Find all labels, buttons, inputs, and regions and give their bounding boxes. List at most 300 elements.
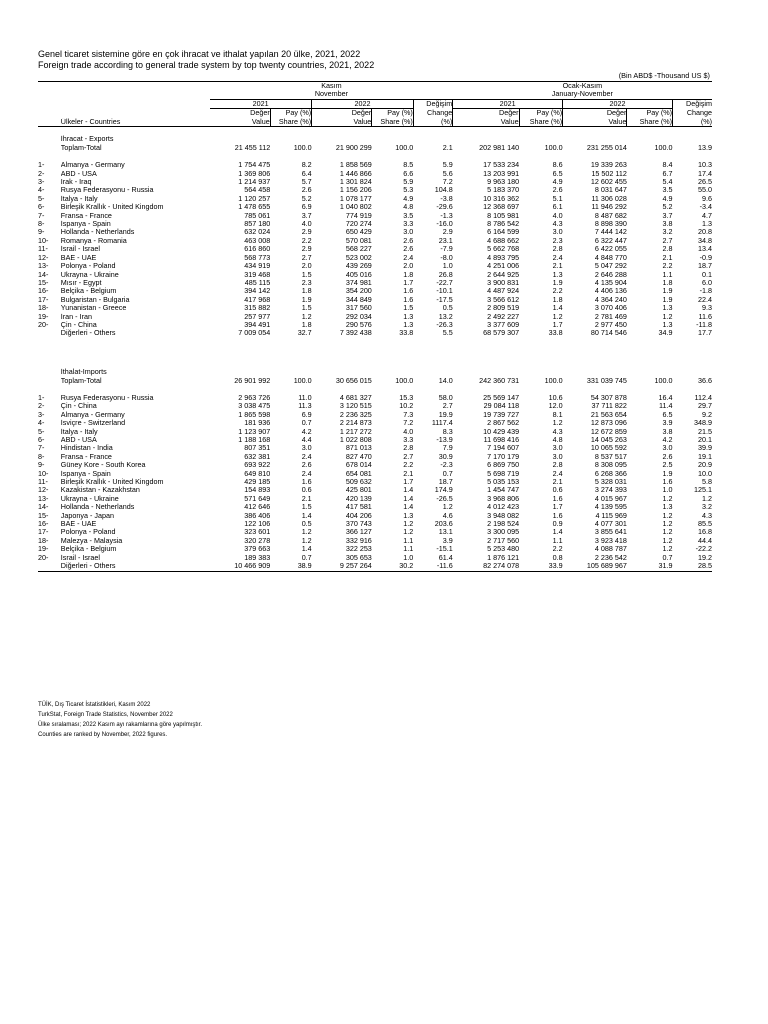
country-cell: Malezya - Malaysia [60,536,123,545]
empty-cell [627,135,673,143]
value-cell: 4.8 [552,436,563,444]
value-cell: 2 198 524 [487,520,520,529]
value-cell: 417 581 [345,503,372,512]
value-cell: 5.9 [403,178,414,187]
table-row [38,237,712,245]
value-cell: 386 406 [244,511,271,520]
value-cell: 16.8 [698,528,712,537]
value-cell: 370 743 [345,520,372,529]
value-cell: 16.4 [658,393,673,402]
value-cell: 7.9 [442,444,453,453]
value-cell: 1.8 [552,295,563,304]
total-row [38,377,712,385]
value-cell: 8 308 095 [594,461,627,470]
rank-cell: 12- [38,486,49,495]
header-share-en: Share (%) [270,118,311,127]
table-header [38,82,712,127]
value-cell: 0.7 [301,553,312,562]
value-cell: 5 183 370 [487,186,520,195]
header-period-ytd-en: January-November [453,90,712,99]
value-cell: 6 164 599 [487,228,520,237]
rank-cell: 4- [38,419,45,428]
value-cell: 12 672 859 [590,427,627,436]
value-cell: 570 081 [345,236,372,245]
section-label-row [38,135,712,143]
table-row [38,279,712,287]
country-cell: Romanya - Romania [60,236,127,245]
table-row [38,195,712,203]
value-cell: 571 649 [244,494,271,503]
value-cell: 568 227 [345,245,372,254]
value-cell: 1.9 [662,295,673,304]
value-cell: 394 491 [244,320,271,329]
value-cell: 10.2 [399,402,414,411]
value-cell: 112.4 [694,393,712,402]
value-cell: 564 458 [244,186,271,195]
value-cell: 3 274 393 [594,486,627,495]
value-cell: 1.2 [662,536,673,545]
value-cell: 8 105 981 [487,211,520,220]
value-cell: 2 644 925 [487,270,520,279]
value-cell: 4.7 [702,211,712,220]
value-cell: 2.2 [301,236,312,245]
value-cell: 1.4 [552,528,563,537]
value-cell: 785 061 [244,211,271,220]
value-cell: 2 214 873 [339,419,372,428]
value-cell: 1.3 [702,220,712,229]
table-row [38,178,712,186]
country-cell: Mısır - Egypt [60,278,102,287]
value-cell: 4.3 [702,511,712,520]
value-cell: 3 120 515 [339,402,372,411]
value-cell: 1.7 [552,503,563,512]
value-cell: 3 300 095 [487,528,520,537]
value-cell: 3 070 406 [594,304,627,313]
value-cell: 54 307 878 [590,393,627,402]
value-cell: 10.3 [698,161,712,170]
value-cell: 33.8 [548,329,563,338]
value-cell: 154 893 [244,486,271,495]
value-cell: 20.9 [698,461,712,470]
value-cell: 1 123 907 [238,427,271,436]
value-cell: 5.2 [301,194,312,203]
value-cell: 2.6 [403,245,414,254]
rank-cell: 7- [38,444,45,453]
value-cell: 13.2 [438,312,453,321]
value-cell: 2 492 227 [487,312,520,321]
value-cell: 3.2 [662,228,673,237]
value-cell: 100.0 [293,376,312,385]
value-cell: 29 084 118 [483,402,520,411]
value-cell: 8.2 [301,161,312,170]
value-cell: 4 251 006 [487,262,520,271]
value-cell: 3.0 [552,444,563,453]
country-cell: İsrail - Israel [60,553,100,562]
value-cell: 317 560 [345,304,372,313]
rank-cell: 3- [38,410,45,419]
value-cell: 1.1 [662,270,673,279]
value-cell: -11.6 [436,562,453,571]
rank-cell: 18- [38,304,49,313]
country-cell: Fransa - France [60,452,112,461]
value-cell: 2.8 [552,245,563,254]
value-cell: 1.4 [403,486,414,495]
empty-cell [673,368,713,376]
value-cell: 26 901 992 [234,376,271,385]
value-cell: 100.0 [654,143,673,152]
value-cell: 4.9 [403,194,414,203]
value-cell: 1 120 257 [238,194,271,203]
value-cell: 6.9 [301,203,312,212]
value-cell: 33.9 [548,562,563,571]
value-cell: 2.3 [301,278,312,287]
value-cell: 5.3 [403,186,414,195]
value-cell: 1.4 [403,503,414,512]
value-cell: 104.8 [434,186,453,195]
value-cell: 257 977 [244,312,271,321]
value-cell: 1.2 [662,511,673,520]
value-cell: 0.9 [552,520,563,529]
value-cell: 4 115 969 [595,511,627,520]
value-cell: 6 268 366 [594,469,627,478]
value-cell: 394 142 [244,287,271,296]
value-cell: 807 351 [244,444,271,453]
value-cell: 0.6 [301,486,312,495]
table-body [38,127,712,571]
country-cell: Yunanistan - Greece [60,304,127,313]
value-cell: 85.5 [698,520,712,529]
value-cell: 323 601 [244,528,271,537]
value-cell: 4.9 [662,194,673,203]
country-cell: Çin - China [60,402,97,411]
value-cell: 13 203 991 [483,169,520,178]
rank-cell [38,135,61,143]
value-cell: 18.7 [698,262,712,271]
value-cell: 6.1 [552,203,563,212]
country-cell: İran - Iran [60,312,92,321]
value-cell: 19 739 727 [483,410,520,419]
country-cell: İsviçre - Switzerland [60,419,126,428]
value-cell: 429 185 [244,478,271,487]
value-cell: 4.0 [403,427,414,436]
value-cell: 4.2 [662,436,673,444]
rank-cell: 13- [38,262,49,271]
value-cell: 1.0 [403,553,414,562]
empty-cell [270,135,311,143]
country-cell: Hollanda - Netherlands [60,228,135,237]
value-cell: 21 900 299 [335,143,372,152]
header-share: Pay (%) [270,109,311,118]
rank-cell: 15- [38,278,49,287]
value-cell: 100.0 [544,143,563,152]
value-cell: 4 688 662 [487,236,520,245]
value-cell: 12.0 [548,402,563,411]
value-cell: 11 698 416 [483,436,520,444]
value-cell: 4.2 [301,427,312,436]
value-cell: 1.2 [301,536,312,545]
value-cell: 417 968 [244,295,271,304]
value-cell: 6 322 447 [594,236,627,245]
value-cell: 1.1 [403,536,414,545]
value-cell: 17.7 [698,329,712,338]
spacer-row [38,385,712,394]
value-cell: 11.0 [298,393,312,402]
value-cell: 2.8 [552,461,563,470]
empty-cell [563,368,627,376]
value-cell: 2.0 [403,262,414,271]
empty-cell [413,135,452,143]
value-cell: 3 948 082 [487,511,520,520]
footnote: TÜİK, Dış Ticaret İstatistikleri, Kasım 2022 [38,702,151,708]
empty-cell [519,135,563,143]
value-cell: 1 454 747 [487,486,520,495]
value-cell: 7.2 [403,419,414,428]
value-cell: 5.8 [702,478,712,487]
value-cell: 344 849 [345,295,372,304]
value-cell: 1.6 [403,295,414,304]
table-row [38,394,712,402]
header-value-tr: Değer [563,109,627,118]
value-cell: 774 919 [345,211,372,220]
value-cell: 11.4 [659,402,673,411]
value-cell: -0.9 [699,253,712,262]
value-cell: 8.6 [552,161,563,170]
rank-cell: 20- [38,553,49,562]
value-cell: 30.9 [438,452,453,461]
value-cell: 7 170 179 [487,452,520,461]
value-cell: 100.0 [544,376,563,385]
value-cell: 14 045 263 [590,436,627,444]
country-cell: İspanya - Spain [60,469,111,478]
value-cell: 4.3 [552,220,563,229]
value-cell: 2.8 [662,245,673,254]
value-cell: 2 809 519 [487,304,520,313]
value-cell: 2.1 [552,478,563,487]
table-row [38,287,712,295]
value-cell: 0.7 [301,419,312,428]
value-cell: 8 537 517 [594,452,627,461]
value-cell: 1.2 [702,494,712,503]
value-cell: 305 653 [345,553,372,562]
header-share: Pay (%) [519,109,563,118]
rank-cell: 17- [38,528,49,537]
value-cell: 5 328 031 [594,478,627,487]
country-cell: Toplam-Total [60,143,102,152]
value-cell: 1.8 [662,278,673,287]
value-cell: 616 860 [244,245,271,254]
value-cell: 2.4 [301,469,312,478]
value-cell: 29.7 [698,402,712,411]
value-cell: 9.6 [702,194,712,203]
value-cell: 61.4 [438,553,453,562]
rank-cell: 19- [38,545,49,554]
value-cell: 2.7 [662,236,673,245]
rank-cell: 11- [38,478,48,487]
value-cell: 1.6 [552,511,563,520]
value-cell: 7 009 054 [238,329,271,338]
value-cell: 1.4 [403,494,414,503]
country-cell: Almanya - Germany [60,410,125,419]
value-cell: 100.0 [395,376,414,385]
value-cell: 25 569 147 [483,393,520,402]
value-cell: 1.1 [552,536,563,545]
value-cell: 3.3 [403,436,414,444]
empty-cell [372,135,413,143]
value-cell: 4.8 [403,203,414,212]
table-row [38,453,712,461]
value-cell: 4 848 770 [594,253,627,262]
value-cell: 292 034 [345,312,372,321]
value-cell: 44.4 [698,536,712,545]
country-cell: Belçika - Belgium [60,545,117,554]
value-cell: 1 078 177 [339,194,372,203]
value-cell: 425 801 [345,486,372,495]
country-cell: Birleşik Krallık - United Kingdom [60,478,164,487]
value-cell: 1 022 808 [339,436,372,444]
table-row [38,495,712,503]
empty-cell [270,368,311,376]
value-cell: 22.4 [698,295,712,304]
value-cell: 320 278 [244,536,271,545]
value-cell: 6.5 [662,410,673,419]
title-turkish: Genel ticaret sistemine göre en çok ihracat ve ithalat yapılan 20 ülke, 2021, 2022 [38,49,361,59]
value-cell: 4 406 136 [594,287,627,296]
value-cell: 4 012 423 [487,503,520,512]
header-value-en: Value [251,117,270,126]
rank-cell: 1- [38,161,45,170]
country-cell: Irak - Iraq [60,178,92,187]
value-cell: 2 236 542 [594,553,627,562]
value-cell: 693 922 [244,461,271,470]
value-cell: 19 339 263 [590,161,627,170]
value-cell: 6.4 [301,169,312,178]
header-period-november-en: November [210,90,453,99]
table-row [38,411,712,419]
table-row [38,304,712,312]
value-cell: 2 781 469 [594,312,627,321]
value-cell: 2.4 [552,253,563,262]
table-row [38,296,712,304]
rank-cell: 10- [38,469,49,478]
value-cell: 26.5 [698,178,712,187]
country-cell: Almanya - Germany [60,161,125,170]
rank-cell: 18- [38,536,49,545]
country-cell: Ukrayna - Ukraine [60,270,119,279]
spacer-row [38,152,712,161]
value-cell: 412 646 [244,503,271,512]
value-cell: 3.8 [662,220,673,229]
value-cell: 80 714 546 [590,329,627,338]
value-cell: -22.2 [695,545,712,554]
table-row [38,228,712,236]
value-cell: 7.3 [403,410,414,419]
value-cell: 55.0 [698,186,712,195]
value-cell: 36.6 [698,376,712,385]
value-cell: 1.6 [403,287,414,296]
value-cell: 1.6 [662,478,673,487]
value-cell: 1 478 655 [238,203,271,212]
value-cell: 1.2 [662,520,673,529]
header-period-ytd-tr: Ocak-Kasım [562,81,603,90]
value-cell: 3.2 [702,503,712,512]
value-cell: 34.8 [698,236,712,245]
table-row [38,170,712,178]
country-cell: ABD - USA [60,169,97,178]
value-cell: 632 381 [244,452,271,461]
value-cell: 1 446 866 [339,169,372,178]
rank-cell: 20- [38,320,49,329]
value-cell: 11.6 [698,312,712,321]
value-cell: 8.3 [442,427,453,436]
value-cell: 2.7 [301,253,312,262]
country-cell: İspanya - Spain [60,220,111,229]
rank-cell: 6- [38,436,45,444]
value-cell: 122 106 [244,520,271,529]
value-cell: 2.1 [442,143,453,152]
value-cell: 2.6 [301,186,312,195]
value-cell: -10.1 [436,287,453,296]
empty-cell [210,135,270,143]
value-cell: 203.6 [434,520,453,529]
value-cell: 0.5 [301,520,312,529]
rank-cell: 8- [38,452,45,461]
value-cell: 1.5 [403,304,414,313]
value-cell: 1.3 [662,503,673,512]
value-cell: 2 646 288 [594,270,627,279]
value-cell: 1.2 [552,419,563,428]
value-cell: 1.2 [552,312,563,321]
trade-table [38,81,712,572]
value-cell: 1.5 [301,503,312,512]
header-country: Ülkeler - Countries [60,117,121,126]
value-cell: 5 047 292 [594,262,627,271]
value-cell: 33.8 [399,329,414,338]
header-period-november-tr: Kasım [321,81,342,90]
value-cell: 3.8 [662,427,673,436]
value-cell: 1.5 [301,304,312,313]
value-cell: -8.0 [440,253,453,262]
value-cell: 10 065 592 [590,444,627,453]
value-cell: 1.2 [301,528,312,537]
value-cell: 5.9 [442,161,453,170]
value-cell: 1.3 [403,511,414,520]
rank-cell: 7- [38,211,45,220]
value-cell: 374 981 [345,278,372,287]
value-cell: 2 867 562 [487,419,520,428]
value-cell: 3 968 806 [487,494,520,503]
value-cell: 8.1 [552,410,563,419]
footnote: Ülke sıralaması; 2022 Kasım ayı rakamlarına göre yapılmıştır. [38,722,203,728]
value-cell: -26.5 [436,494,453,503]
value-cell: 10.6 [548,393,563,402]
country-cell: ABD - USA [60,436,97,444]
value-cell: 2.4 [552,469,563,478]
value-cell: 1.0 [662,486,673,495]
value-cell: 1.0 [442,262,453,271]
value-cell: 0.1 [702,270,712,279]
table-row [38,486,712,494]
value-cell: 827 470 [345,452,372,461]
empty-cell [453,368,519,376]
table-row [38,436,712,444]
value-cell: -22.7 [436,278,453,287]
value-cell: 19.2 [698,553,712,562]
table-row [38,271,712,279]
value-cell: 4.0 [552,211,563,220]
value-cell: 5 662 768 [487,245,520,254]
value-cell: 5.1 [552,194,563,203]
table-row [38,161,712,169]
